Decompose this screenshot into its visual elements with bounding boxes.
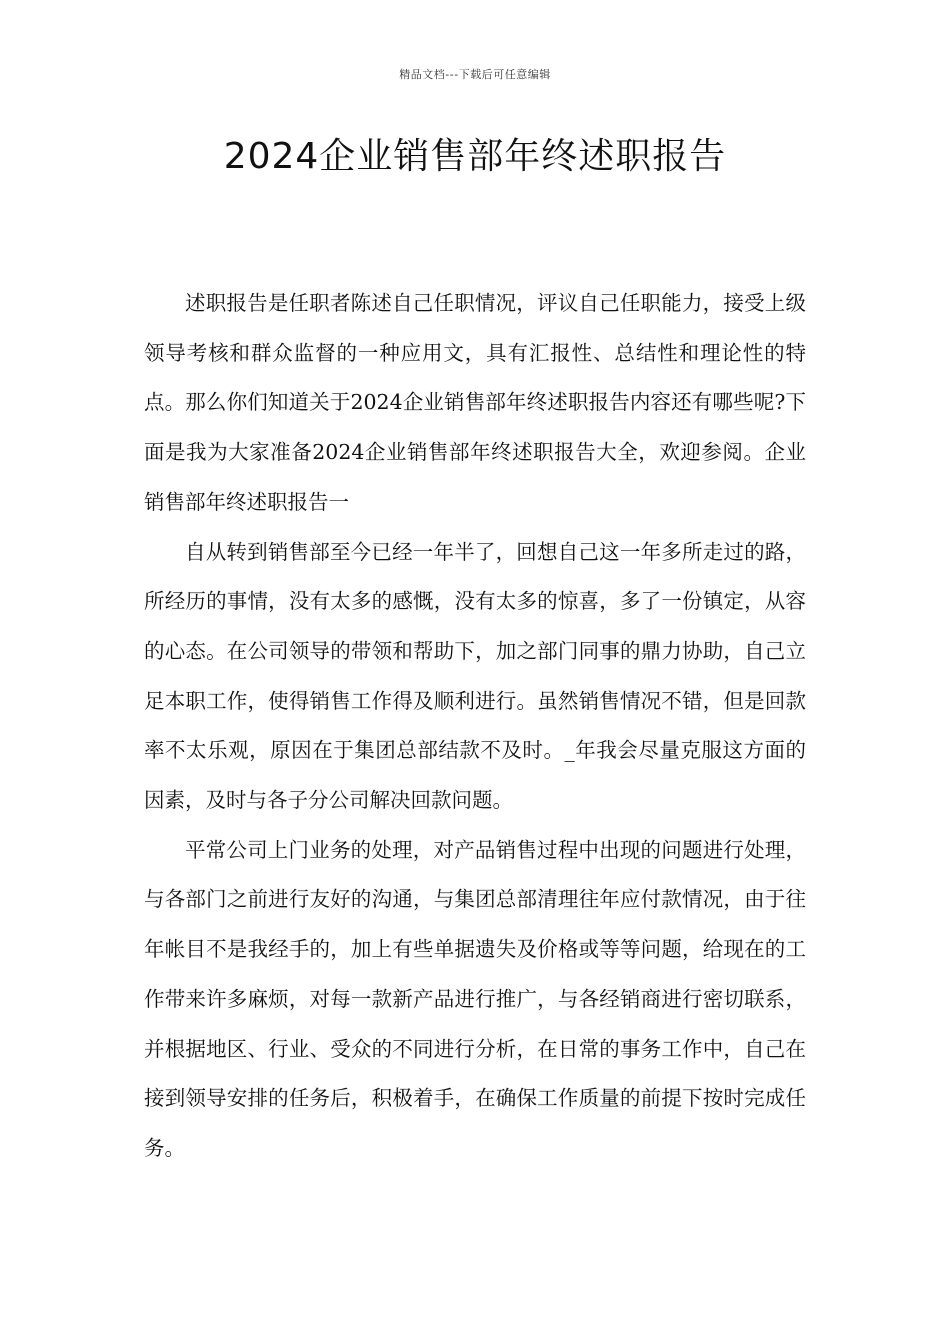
paragraph-intro: 述职报告是任职者陈述自己任职情况，评议自己任职能力，接受上级领导考核和群众监督的一种应用文，具有汇报性、总结性和理论性的特点。那么你们知道关于2024企业销售部年终述职报告内容还有哪些呢?下面是我为大家准备2024企业销售部年终述职报告大全，欢迎参阅。企业销售部年终述职报告一 bbox=[144, 291, 806, 514]
document-body bbox=[144, 279, 806, 1174]
paragraph-review: 自从转到销售部至今已经一年半了，回想自己这一年多所走过的路，所经历的事情，没有太多的感慨，没有太多的惊喜，多了一份镇定，从容的心态。在公司领导的带领和帮助下，加之部门同事的鼎力协助，自己立足本职工作，使得销售工作得及顺利进行。虽然销售情况不错，但是回款率不太乐观，原因在于集团总部结款不及时。_年我会尽量克服这方面的因素，及时与各子分公司解决回款问题。 bbox=[144, 539, 806, 813]
header-note: 精品文档---下载后可任意编辑 bbox=[399, 68, 551, 81]
paragraph-daily-work: 平常公司上门业务的处理，对产品销售过程中出现的问题进行处理，与各部门之前进行友好的沟通，与集团总部清理往年应付款情况，由于往年帐目不是我经手的，加上有些单据遗失及价格或等等问题，给现在的工作带来许多麻烦，对每一款新产品进行推广，与各经销商进行密切联系，并根据地区、行业、受众的不同进行分析，在日常的事务工作中，自己在接到领导安排的任务后，积极着手，在确保工作质量的前提下按时完成任务。 bbox=[144, 837, 806, 1160]
document-title: 2024企业销售部年终述职报告 bbox=[223, 136, 727, 177]
